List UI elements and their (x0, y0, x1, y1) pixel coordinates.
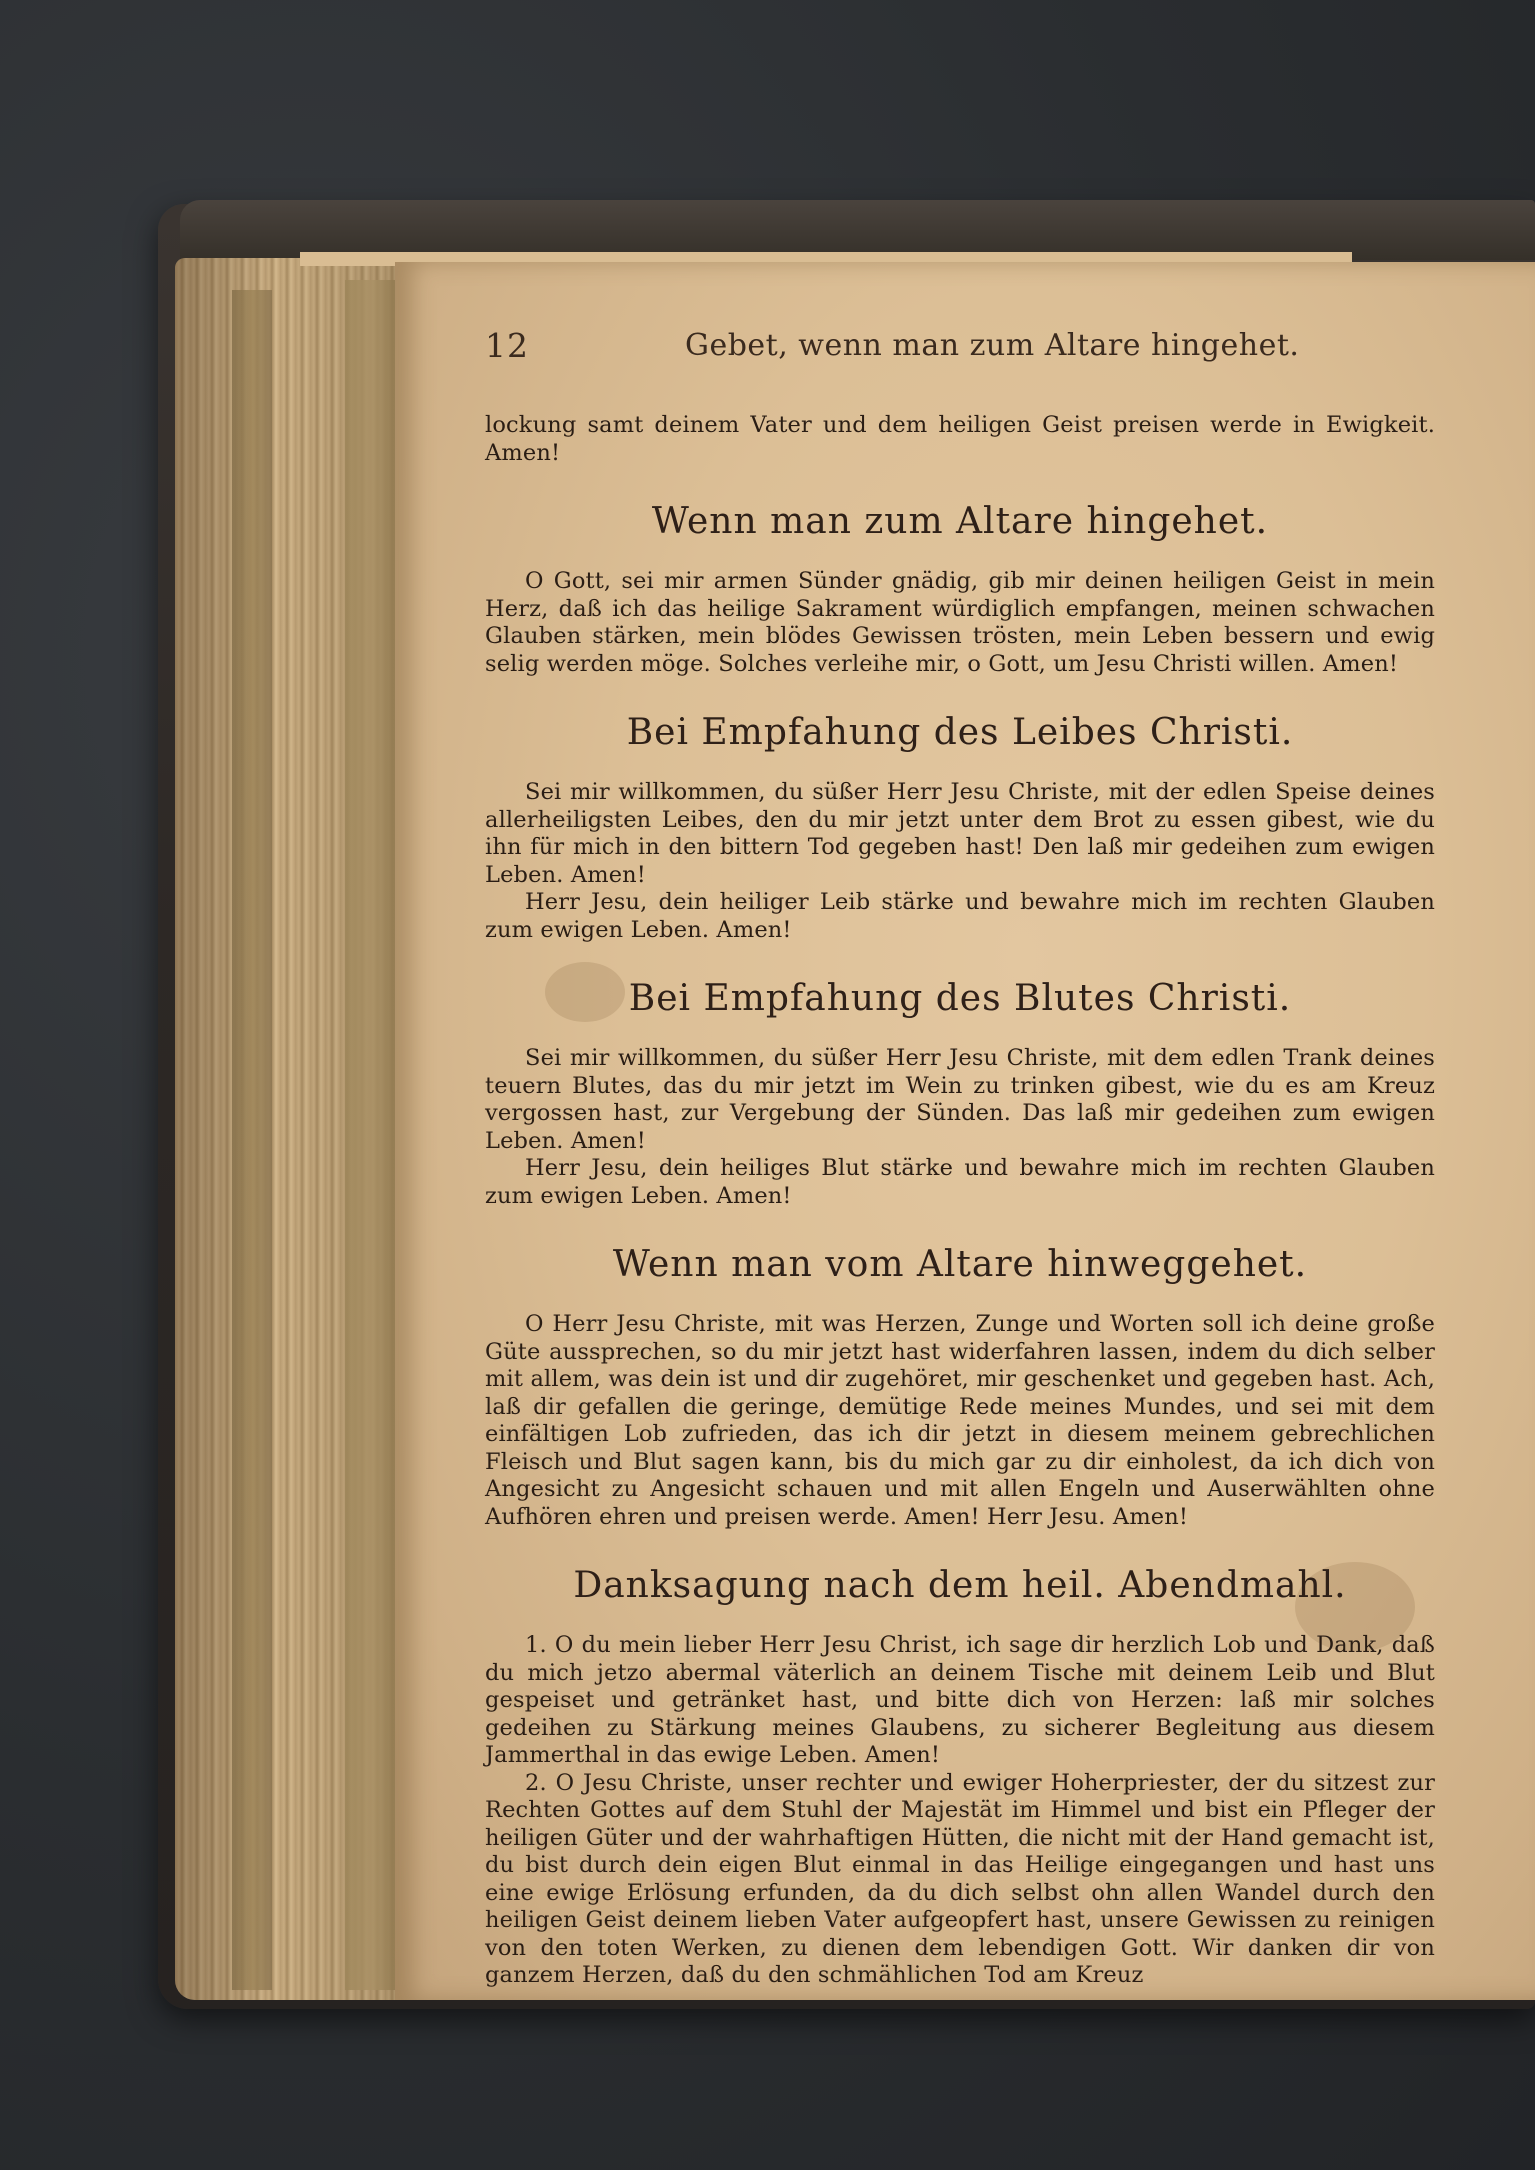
intro-paragraph: lockung samt deinem Vater und dem heiligen Geist preisen werde in Ewigkeit. Amen! (485, 412, 1435, 466)
section-paragraph: Herr Jesu, dein heiliges Blut stärke und bewahre mich im rechten Glauben zum ewigen Leben. Amen! (485, 1155, 1435, 1209)
section-paragraph: 2. O Jesu Christe, unser rechter und ewiger Hoherpriester, der du sitzest zur Rechten Gottes auf dem Stuhl der Majestät im Himmel und bist ein Pfleger der heiligen Güter und der wahrhaftigen Hütten, die nicht mit der Hand gemacht ist, du bist durch dein eigen Blut einmal in das Heilige eingegangen und hast uns eine ewige Erlösung erfunden, da du dich selbst ohn allen Wandel durch den heiligen Geist deinem lieben Vater aufgeopfert hast, unsere Gewissen zu reinigen von den toten Werken, zu dienen dem lebendigen Gott. Wir danken dir von ganzem Herzen, daß du den schmählichen Tod am Kreuz (485, 1769, 1435, 1988)
book-cover-top-edge (180, 200, 1535, 260)
section-paragraph: O Gott, sei mir armen Sünder gnädig, gib mir deinen heiligen Geist in mein Herz, daß ich das heilige Sakrament würdiglich empfangen, meinen schwachen Glauben stärken, mein blödes Gewissen trösten, mein Leben bessern und ewig selig werden möge. Solches verleihe mir, o Gott, um Jesu Christi willen. Amen! (485, 568, 1435, 677)
running-head-title: Gebet, wenn man zum Altare hingehet. (685, 328, 1300, 363)
section-paragraph: Sei mir willkommen, du süßer Herr Jesu Christe, mit dem edlen Trank deines teuern Blutes, das du mir jetzt im Wein zu trinken gibest, wie du es am Kreuz vergossen hast, zur Vergebung der Sünden. Das laß mir gedeihen zum ewigen Leben. Amen! (485, 1045, 1435, 1154)
section-title: Wenn man vom Altare hinweggehet. (612, 1244, 1308, 1285)
section-paragraph: O Herr Jesu Christe, mit was Herzen, Zunge und Worten soll ich deine große Güte aussprechen, so du mir jetzt hast widerfahren lassen, indem du dich selber mit allem, was dein ist und dir zugehöret, mir geschenket und gegeben hast. Ach, laß dir gefallen die geringe, demütige Rede meines Mundes, und sei mit dem einfältigen Lob zufrieden, das ich dir jetzt in diesem meinem gebrechlichen Fleisch und Blut sagen kann, bis du mich gar zu dir einholest, da ich dich von Angesicht zu Angesicht schauen und mit allen Engeln und Auserwählten ohne Aufhören ehren und preisen werde. Amen! Herr Jesu. Amen! (485, 1311, 1435, 1530)
page-stack-shade (175, 258, 425, 2000)
running-head (485, 322, 1435, 372)
page-number: 12 (485, 326, 529, 365)
section-paragraph: Herr Jesu, dein heiliger Leib stärke und bewahre mich im rechten Glauben zum ewigen Leben. Amen! (485, 889, 1435, 943)
section-paragraph: 1. O du mein lieber Herr Jesu Christ, ich sage dir herzlich Lob und Dank, daß du mich jetzo abermal väterlich an deinem Tische mit deinem Leib und Blut gespeiset und getränket hast, und bitte dich von Herzen: laß mir solches gedeihen zu Stärkung meines Glaubens, zu sicherer Begleitung aus diesem Jammerthal in das ewige Leben. Amen! (485, 1632, 1435, 1768)
section-paragraph: Sei mir willkommen, du süßer Herr Jesu Christe, mit der edlen Speise deines allerheiligsten Leibes, den du mir jetzt unter dem Brot zu essen gibest, wie du ihn für mich in den bittern Tod gegeben hast! Den laß mir gedeihen zum ewigen Leben. Amen! (485, 779, 1435, 888)
page-text (485, 322, 1435, 1990)
section-title: Bei Empfahung des Blutes Christi. (628, 978, 1292, 1019)
section-title: Bei Empfahung des Leibes Christi. (626, 712, 1294, 753)
section-title: Wenn man zum Altare hingehet. (651, 501, 1269, 542)
section-title: Danksagung nach dem heil. Abendmahl. (573, 1565, 1347, 1606)
